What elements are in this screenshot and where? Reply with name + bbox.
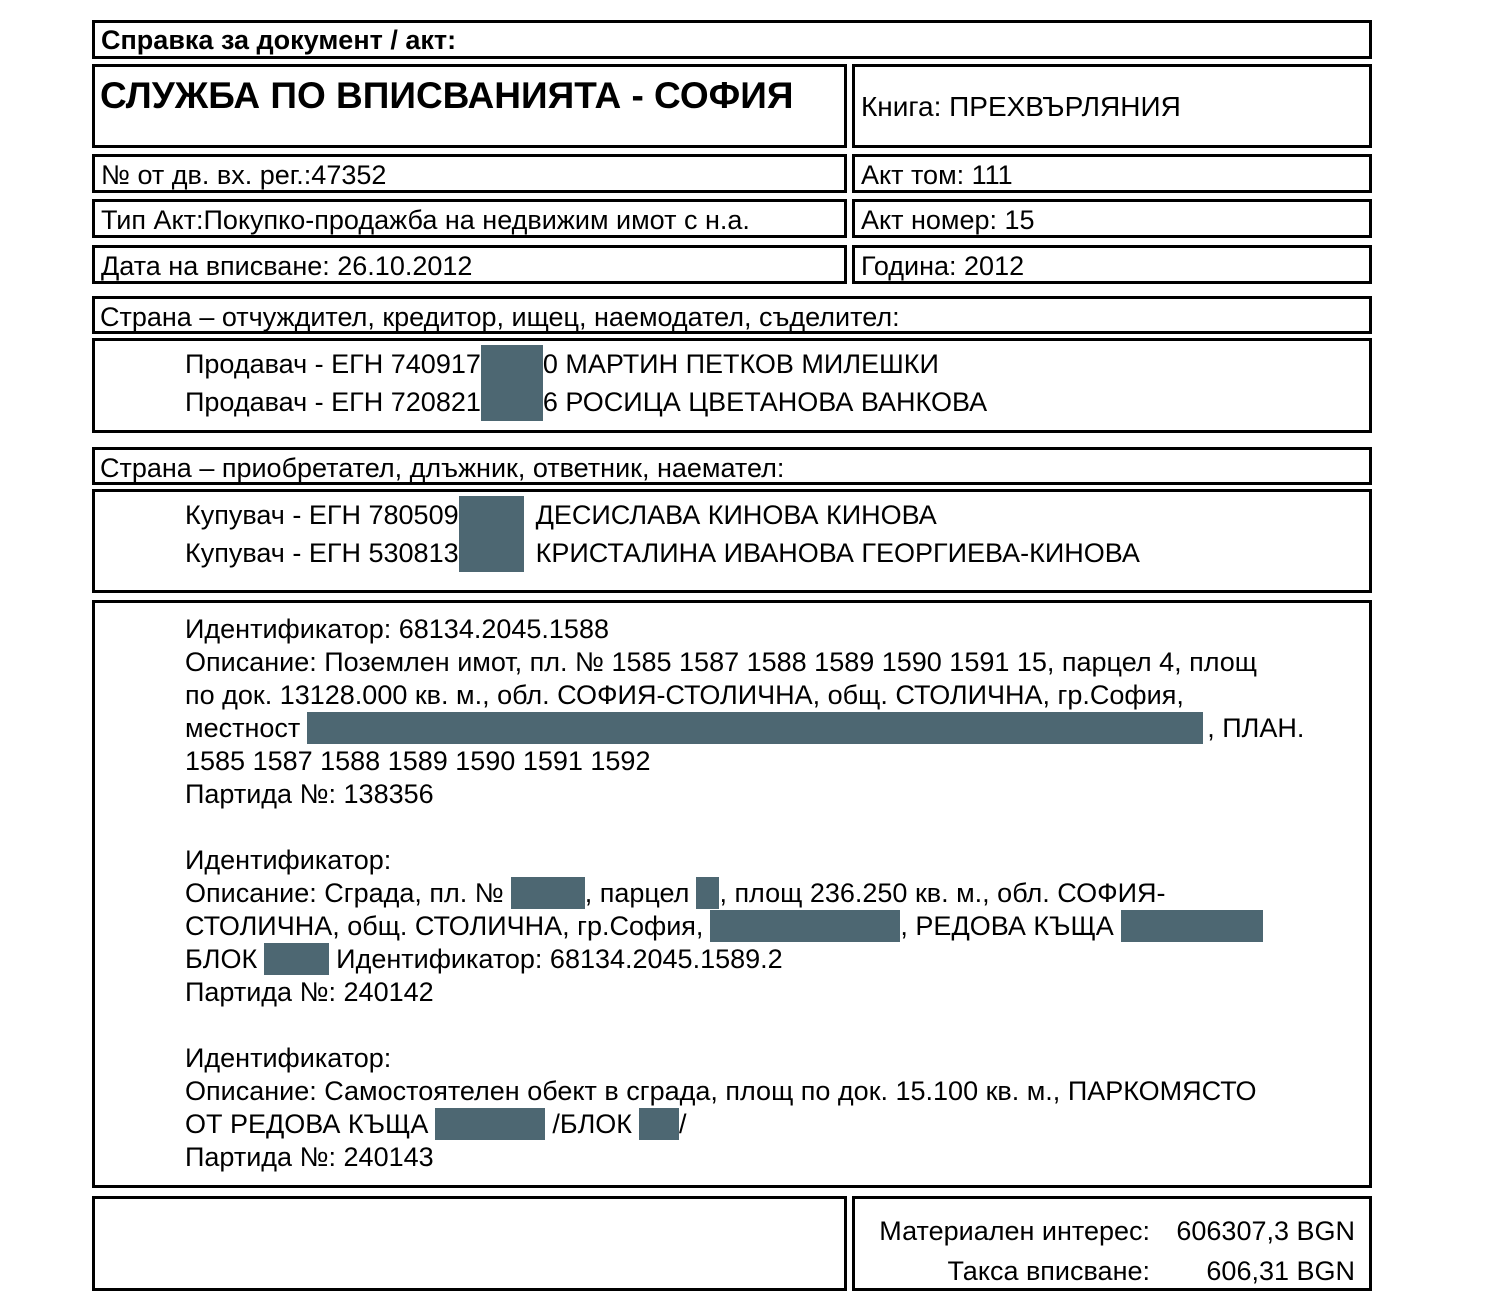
redaction-box: [639, 1108, 679, 1140]
field-act-type-label: Тип Акт:: [101, 205, 204, 235]
seller-name: 6 РОСИЦА ЦВЕТАНОВА ВАНКОВА: [542, 387, 988, 417]
field-year-value: 2012: [964, 251, 1025, 281]
property-account: Партида №: 138356: [185, 779, 434, 809]
field-year: [855, 248, 1369, 285]
property-description-line: Описание: Поземлен имот, пл. № 1585 1587 1588 1589 1590 1591 15, парцел 4, площ: [185, 647, 1258, 677]
field-act-volume-value: 111: [971, 160, 1013, 190]
description-text: , РЕДОВА КЪЩА: [900, 911, 1114, 941]
property-description-line: [185, 712, 1369, 745]
field-act-number-label: Акт номер:: [861, 205, 998, 235]
redaction-box: [710, 910, 900, 942]
buyer-row: [185, 534, 1369, 572]
description-text: ОТ РЕДОВА КЪЩА: [185, 1109, 429, 1139]
properties-box: [92, 600, 1372, 1188]
year-box: [852, 245, 1372, 284]
redaction-box: [459, 534, 524, 572]
sellers-box: [92, 338, 1372, 433]
act-volume-box: [852, 154, 1372, 193]
field-act-volume-label: Акт том:: [861, 160, 965, 190]
field-entry-date: [95, 248, 844, 285]
property-identifier: Идентификатор:: [185, 845, 392, 875]
seller-name: 0 МАРТИН ПЕТКОВ МИЛЕШКИ: [542, 349, 939, 379]
seller-row: [185, 383, 1369, 421]
seller-prefix: Продавач - ЕГН 720821: [185, 387, 481, 417]
description-text: , ПЛАН.: [1207, 713, 1305, 743]
property-description-line: [185, 910, 1369, 943]
act-type-box: [92, 199, 847, 238]
field-act-volume: [855, 157, 1369, 194]
field-act-number: [855, 202, 1369, 239]
redaction-box: [435, 1108, 545, 1140]
material-interest-label: Материален интерес:: [879, 1216, 1150, 1246]
doc-title-bar: [92, 20, 1372, 59]
buyer-prefix: Купувач - ЕГН 530813: [185, 538, 459, 568]
reg-no-box: [92, 154, 847, 193]
buyers-list: [95, 492, 1369, 572]
field-entry-date-value: 26.10.2012: [337, 251, 473, 281]
field-reg-no-value: 47352: [311, 160, 387, 190]
field-book: [855, 67, 1369, 123]
field-act-type: [95, 202, 844, 239]
buyers-section-header: Страна – приобретател, длъжник, ответник, наемател:: [100, 453, 785, 483]
office-box: [92, 64, 847, 148]
bottom-empty-box: [92, 1196, 847, 1291]
field-book-label: Книга:: [861, 91, 942, 122]
description-text: СТОЛИЧНА, общ. СТОЛИЧНА, гр.София,: [185, 911, 704, 941]
field-entry-date-label: Дата на вписване:: [101, 251, 330, 281]
office-name: СЛУЖБА ПО ВПИСВАНИЯТА - СОФИЯ: [100, 75, 794, 116]
description-text: местност: [185, 713, 301, 743]
description-text: БЛОК: [185, 944, 258, 974]
redaction-box: [264, 943, 329, 975]
redaction-box: [1121, 910, 1263, 942]
description-text: , площ 236.250 кв. м., обл. СОФИЯ-: [719, 878, 1166, 908]
registration-fee-label: Такса вписване:: [947, 1256, 1150, 1286]
property-identifier: Идентификатор:: [185, 1043, 392, 1073]
property-3: [185, 1042, 1369, 1174]
description-text: , парцел: [584, 878, 690, 908]
material-interest-value: 606307,3 BGN: [1176, 1216, 1355, 1246]
property-account: Партида №: 240142: [185, 977, 434, 1007]
sellers-section-header: Страна – отчуждител, кредитор, ищец, наемодател, съделител:: [100, 302, 900, 332]
totals-table: [855, 1199, 1369, 1291]
entry-date-box: [92, 245, 847, 284]
book-box: [852, 64, 1372, 148]
buyer-name: ДЕСИСЛАВА КИНОВА КИНОВА: [535, 500, 937, 530]
property-description-line: по док. 13128.000 кв. м., обл. СОФИЯ-СТОЛИЧНА, общ. СТОЛИЧНА, гр.София,: [185, 680, 1184, 710]
description-text: Идентификатор: 68134.2045.1589.2: [336, 944, 783, 974]
property-account: Партида №: 240143: [185, 1142, 434, 1172]
buyer-name: КРИСТАЛИНА ИВАНОВА ГЕОРГИЕВА-КИНОВА: [535, 538, 1140, 568]
redaction-box: [459, 496, 524, 534]
property-description-line: 1585 1587 1588 1589 1590 1591 1592: [185, 746, 651, 776]
description-text: /: [679, 1109, 687, 1139]
property-description-line: [185, 877, 1369, 910]
act-number-box: [852, 199, 1372, 238]
property-description-line: [185, 943, 1369, 976]
doc-title: Справка за документ / акт:: [101, 25, 457, 55]
buyer-prefix: Купувач - ЕГН 780509: [185, 500, 459, 530]
redaction-box: [511, 877, 585, 909]
redaction-box: [307, 712, 1203, 744]
field-act-type-value: Покупко-продажба на недвижим имот с н.а.: [203, 205, 750, 235]
redaction-box: [696, 877, 719, 909]
buyers-box: [92, 489, 1372, 593]
seller-row: [185, 345, 1369, 383]
field-reg-no: [95, 157, 844, 194]
buyers-section-header-box: [92, 447, 1372, 485]
redaction-box: [481, 345, 543, 383]
sellers-section-header-box: [92, 296, 1372, 334]
property-description-line: [185, 1108, 1369, 1141]
sellers-list: [95, 341, 1369, 421]
field-year-label: Година:: [861, 251, 957, 281]
property-1: [185, 613, 1369, 811]
property-2: [185, 844, 1369, 1009]
field-book-value: ПРЕХВЪРЛЯНИЯ: [949, 91, 1181, 122]
totals-box: [852, 1196, 1372, 1291]
field-act-number-value: 15: [1004, 205, 1035, 235]
description-text: /БЛОК: [552, 1109, 633, 1139]
registration-fee-value: 606,31 BGN: [1206, 1256, 1355, 1286]
property-identifier: Идентификатор: 68134.2045.1588: [185, 614, 609, 644]
property-description-line: Описание: Самостоятелен обект в сграда, площ по док. 15.100 кв. м., ПАРКОМЯСТО: [185, 1076, 1257, 1106]
redaction-box: [481, 383, 543, 421]
buyer-row: [185, 496, 1369, 534]
description-text: Описание: Сграда, пл. №: [185, 878, 504, 908]
field-reg-no-label: № от дв. вх. рег.:: [101, 160, 312, 190]
seller-prefix: Продавач - ЕГН 740917: [185, 349, 481, 379]
